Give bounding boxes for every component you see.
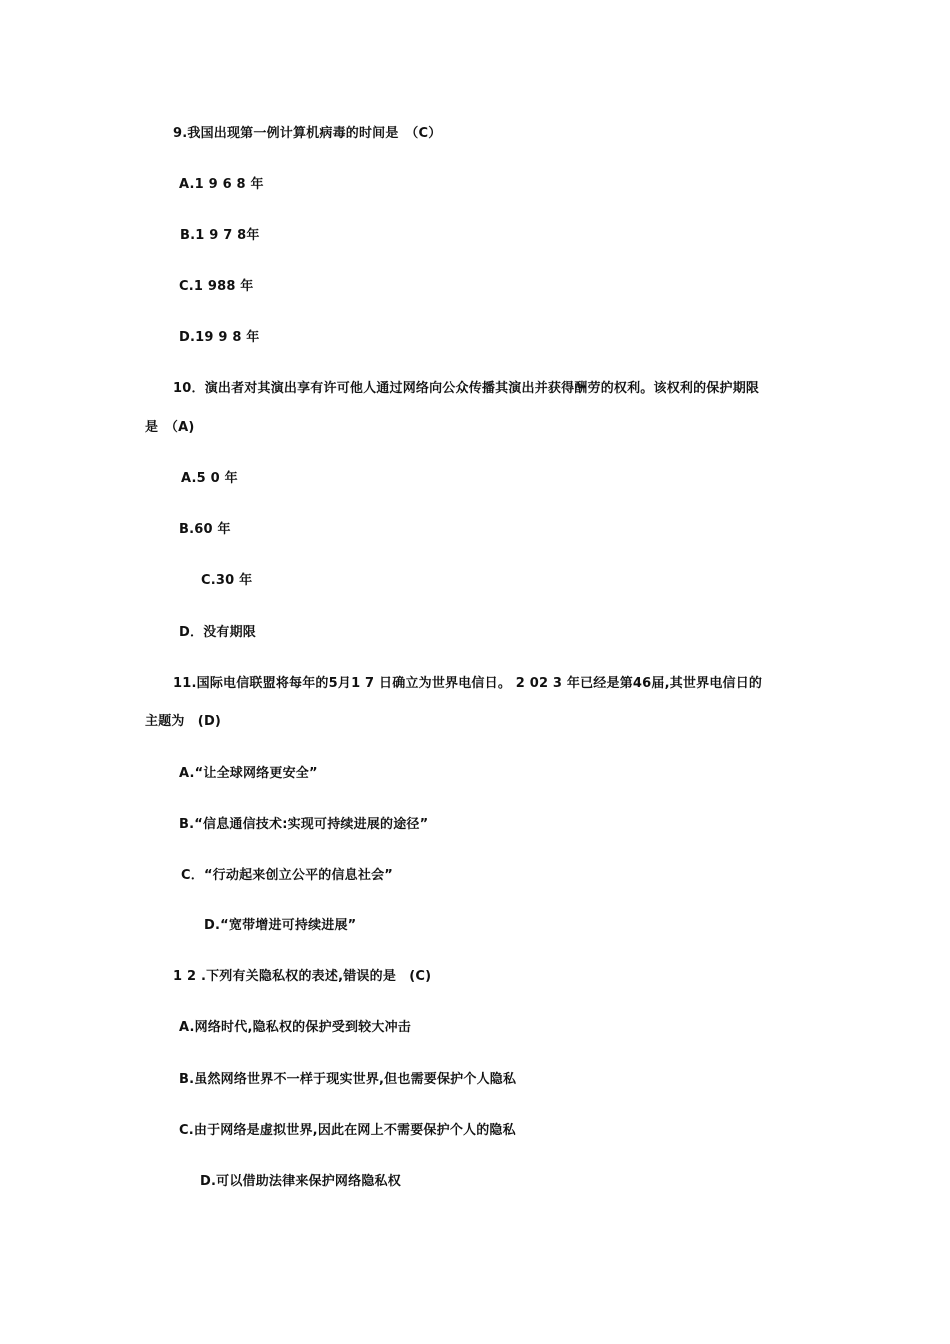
question-11-option-a: A.“让全球网络更安全” [179, 766, 318, 781]
question-11-option-b: B.“信息通信技术:实现可持续进展的途径” [179, 817, 429, 832]
question-12-stem: 1 2 .下列有关隐私权的表述,错误的是 (C) [173, 969, 432, 984]
question-10-option-d: D．没有期限 [179, 625, 256, 640]
question-9-stem: 9.我国出现第一例计算机病毒的时间是 （C） [173, 126, 442, 141]
question-9-option-d: D.19 9 8 年 [179, 330, 260, 345]
question-11-option-d: D.“宽带增进可持续进展” [204, 918, 357, 933]
question-9-option-b: B.1 9 7 8年 [180, 228, 260, 243]
question-11-stem-line2: 主题为 (D) [145, 714, 222, 729]
question-11-option-c: C．“行动起来创立公平的信息社会” [181, 868, 394, 883]
question-10-option-c: C.30 年 [201, 573, 253, 588]
question-10-option-a: A.5 0 年 [181, 471, 238, 486]
question-10-stem-line2: 是 （A) [145, 420, 195, 435]
question-11-stem-line1: 11.国际电信联盟将每年的5月1 7 日确立为世界电信日。 2 02 3 年已经是第46届,其世界电信日的 [173, 676, 763, 691]
question-9-option-c: C.1 988 年 [179, 279, 254, 294]
question-12-option-c: C.由于网络是虚拟世界,因此在网上不需要保护个人的隐私 [179, 1123, 516, 1138]
question-12-option-b: B.虽然网络世界不一样于现实世界,但也需要保护个人隐私 [179, 1072, 517, 1087]
question-9-option-a: A.1 9 6 8 年 [179, 177, 264, 192]
question-12-option-a: A.网络时代,隐私权的保护受到较大冲击 [179, 1020, 411, 1035]
question-10-option-b: B.60 年 [179, 522, 231, 537]
question-10-stem-line1: 10．演出者对其演出享有许可他人通过网络向公众传播其演出并获得酬劳的权利。该权利的保护期限 [173, 381, 760, 396]
question-12-option-d: D.可以借助法律来保护网络隐私权 [200, 1174, 401, 1189]
